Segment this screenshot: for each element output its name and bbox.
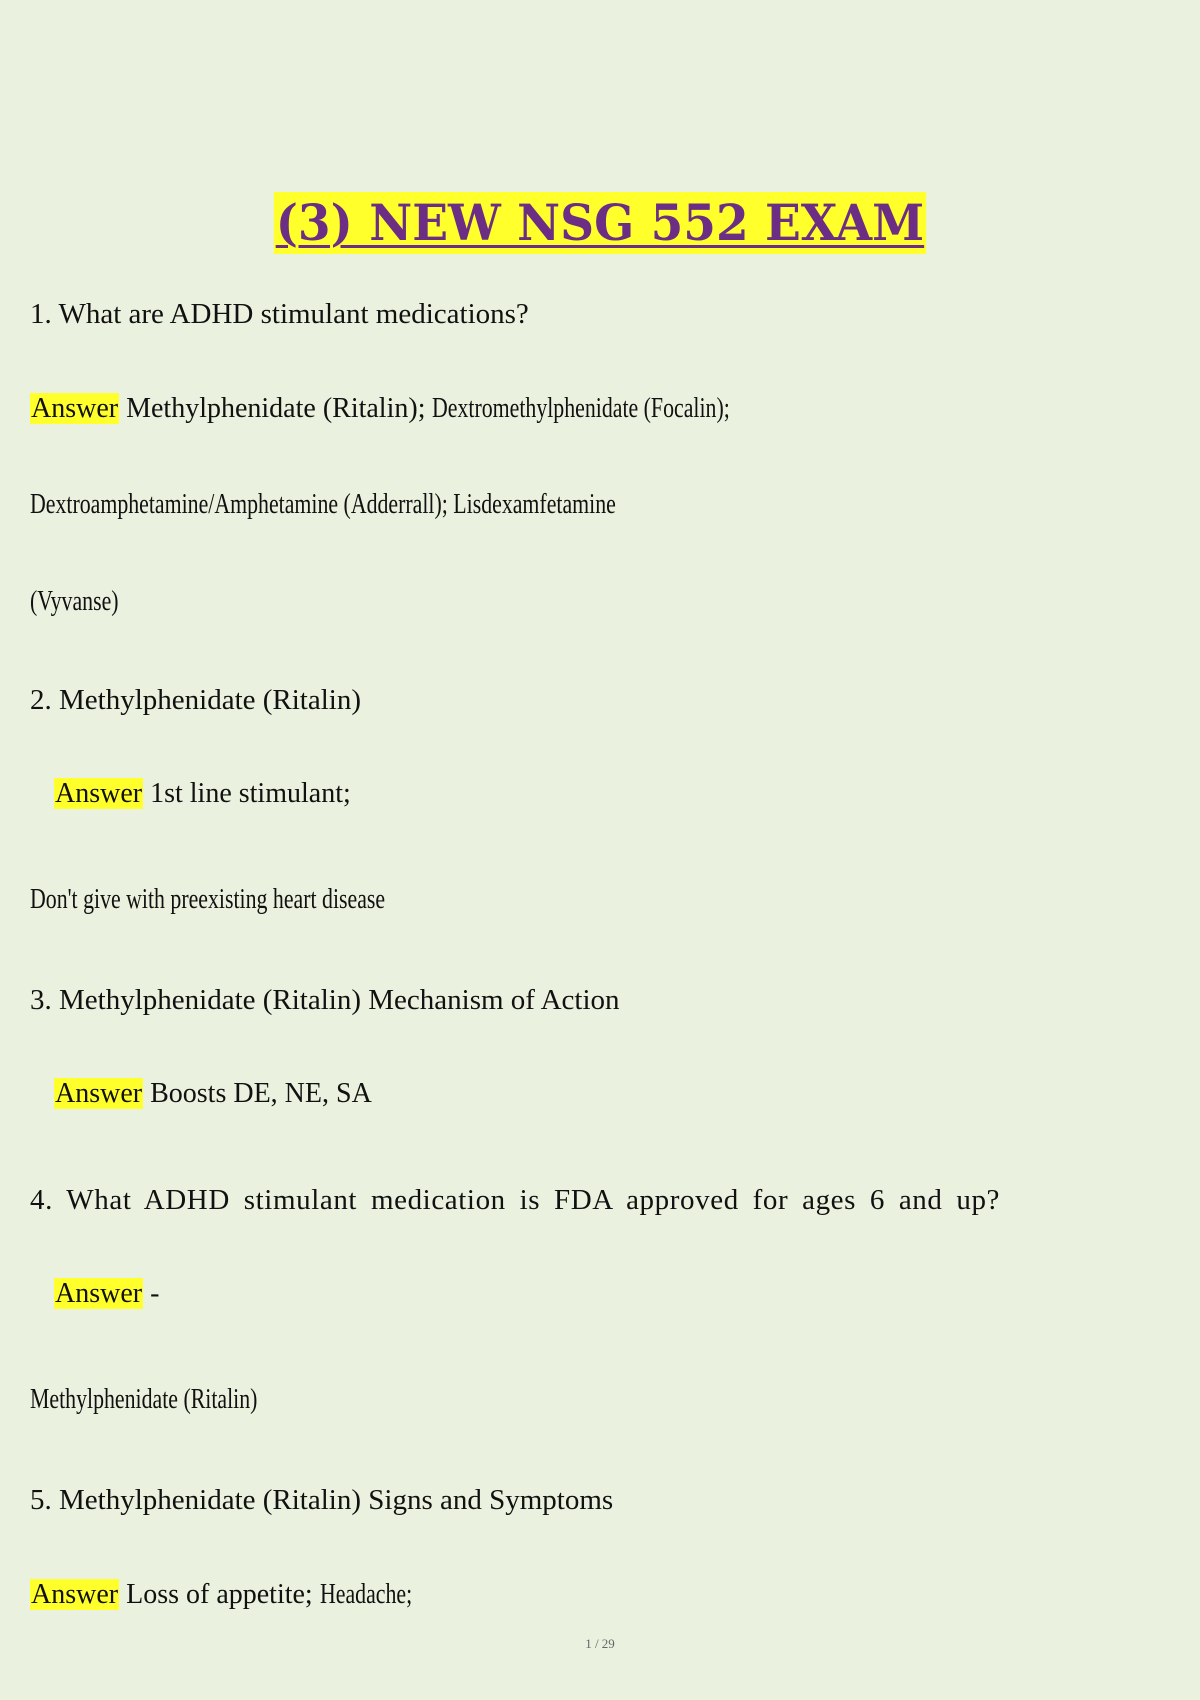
answer-4-line-1 xyxy=(54,1278,159,1310)
document-title: (3) NEW NSG 552 EXAM xyxy=(275,193,925,252)
title-container xyxy=(0,192,1200,254)
answer-1-text: Methylphenidate (Ritalin); xyxy=(126,393,426,424)
answer-2-line-2: Don't give with preexisting heart disease xyxy=(30,884,386,915)
question-4: 4. What ADHD stimulant medication is FDA approved for ages 6 and up? xyxy=(30,1184,1001,1216)
answer-1-line-1 xyxy=(30,393,814,425)
answer-label: Answer xyxy=(55,1078,143,1109)
question-3: 3. Methylphenidate (Ritalin) Mechanism of Action xyxy=(30,984,620,1016)
page-number: 1 / 29 xyxy=(585,1636,615,1651)
answer-1-line-2: Dextroamphetamine/Amphetamine (Adderrall); Lisdexamfetamine xyxy=(30,489,616,520)
question-1: 1. What are ADHD stimulant medications? xyxy=(30,298,529,330)
answer-4-text: - xyxy=(150,1278,160,1309)
answer-2-text: 1st line stimulant; xyxy=(150,778,351,809)
answer-3-line-1 xyxy=(54,1078,372,1110)
answer-5-text: Loss of appetite; xyxy=(126,1579,313,1610)
answer-2-line-1 xyxy=(54,778,351,810)
answer-1-line-3: (Vyvanse) xyxy=(30,586,119,617)
answer-1-text-cont: Dextromethylphenidate (Focalin); xyxy=(432,393,731,424)
answer-4-line-2: Methylphenidate (Ritalin) xyxy=(30,1384,258,1415)
answer-3-text: Boosts DE, NE, SA xyxy=(150,1078,372,1109)
answer-label: Answer xyxy=(31,393,119,424)
question-5: 5. Methylphenidate (Ritalin) Signs and Symptoms xyxy=(30,1484,614,1516)
answer-5-text-cont: Headache; xyxy=(319,1579,412,1610)
answer-label: Answer xyxy=(31,1579,119,1610)
answer-label: Answer xyxy=(55,1278,143,1309)
question-2: 2. Methylphenidate (Ritalin) xyxy=(30,684,362,716)
answer-label: Answer xyxy=(55,778,143,809)
answer-5-line-1 xyxy=(30,1579,438,1611)
